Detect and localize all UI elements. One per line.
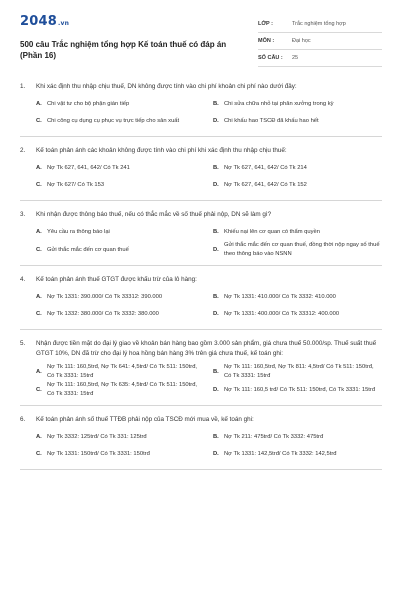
option-letter: C. bbox=[36, 451, 42, 457]
answer-option[interactable] bbox=[213, 96, 382, 113]
site-logo[interactable] bbox=[20, 14, 238, 32]
logo-tld: .vn bbox=[57, 20, 70, 27]
question-number: 3. bbox=[20, 211, 26, 218]
answer-options bbox=[20, 289, 382, 323]
answer-options bbox=[20, 96, 382, 130]
option-text: Nợ Tk 3332: 125trđ/ Có Tk 331: 125trđ bbox=[47, 434, 147, 440]
question-item bbox=[20, 415, 382, 470]
option-text: Nợ Tk 111: 160,5trđ, Nợ Tk 641: 4,5trđ/ Có Tk 511: 150trđ, Có Tk 3331: 15trđ bbox=[47, 364, 198, 379]
question-number: 2. bbox=[20, 147, 26, 154]
option-text: Nợ Tk 111: 160,5 trđ/ Có Tk 511: 150trđ, Có Tk 3331: 15trđ bbox=[224, 386, 376, 393]
question-text bbox=[20, 275, 382, 285]
option-text: Nợ Tk 211: 475trđ/ Có Tk 3332: 475trđ bbox=[224, 434, 324, 440]
answer-option[interactable] bbox=[213, 160, 382, 177]
question-list bbox=[20, 82, 382, 470]
option-letter: A. bbox=[36, 101, 42, 107]
meta-row-class bbox=[258, 16, 382, 33]
meta-info bbox=[258, 16, 382, 67]
answer-option[interactable] bbox=[213, 241, 382, 259]
logo-main: 2048 bbox=[20, 14, 57, 29]
meta-label: LỚP : bbox=[258, 21, 273, 27]
option-letter: B. bbox=[213, 229, 219, 235]
option-letter: A. bbox=[36, 229, 42, 235]
question-text bbox=[20, 146, 382, 156]
meta-row-count bbox=[258, 50, 382, 67]
question-item bbox=[20, 146, 382, 201]
option-letter: C. bbox=[36, 182, 42, 188]
option-letter: B. bbox=[213, 434, 219, 440]
option-text: Nợ Tk 111: 160,5trđ, Nợ Tk 811: 4,5trđ/ Có Tk 511: 150trđ, Có Tk 3331: 15trđ bbox=[224, 364, 374, 379]
meta-value: Đại học bbox=[292, 38, 311, 44]
question-text bbox=[20, 339, 382, 359]
answer-options bbox=[20, 160, 382, 194]
question-number: 6. bbox=[20, 416, 26, 423]
answer-option[interactable] bbox=[213, 113, 382, 130]
question-number: 1. bbox=[20, 83, 26, 90]
option-text: Chi khấu hao TSCĐ đã khấu hao hết bbox=[224, 118, 319, 124]
option-letter: B. bbox=[213, 165, 219, 171]
header-left bbox=[20, 14, 238, 61]
option-text: Nợ Tk 1331: 410.000/ Có Tk 3332: 410.000 bbox=[224, 294, 336, 300]
option-letter: C. bbox=[36, 386, 42, 393]
answer-option[interactable] bbox=[36, 381, 205, 399]
question-item bbox=[20, 210, 382, 266]
question-text bbox=[20, 210, 382, 220]
option-letter: B. bbox=[213, 294, 219, 300]
question-text bbox=[20, 415, 382, 425]
answer-option[interactable] bbox=[36, 446, 205, 463]
answer-option[interactable] bbox=[36, 224, 205, 241]
answer-option[interactable] bbox=[36, 96, 205, 113]
question-body: Khi xác định thu nhập chịu thuế, DN không được tính vào chi phí khoản chi phí nào dưới đây: bbox=[36, 83, 297, 90]
option-letter: A. bbox=[36, 294, 42, 300]
answer-option[interactable] bbox=[213, 381, 382, 399]
answer-option[interactable] bbox=[36, 177, 205, 194]
option-text: Nợ Tk 1331: 142,5trđ/ Có Tk 3332: 142,5trđ bbox=[224, 451, 337, 457]
answer-option[interactable] bbox=[213, 289, 382, 306]
answer-option[interactable] bbox=[36, 241, 205, 259]
question-body: Kế toán phản ánh thuế GTGT được khấu trừ của lô hàng: bbox=[36, 276, 197, 283]
option-text: Nợ Tk 111: 160,5trđ, Nợ Tk 635: 4,5trđ/ Có Tk 511: 150trđ, Có Tk 3331: 15trđ bbox=[47, 382, 198, 397]
option-text: Nợ Tk 1331: 400.000/ Có Tk 33312: 400.000 bbox=[224, 311, 340, 317]
meta-label: SỐ CÂU : bbox=[258, 55, 283, 61]
option-letter: D. bbox=[213, 246, 219, 253]
answer-options bbox=[20, 429, 382, 463]
option-letter: D. bbox=[213, 311, 219, 317]
option-letter: A. bbox=[36, 165, 42, 171]
question-text bbox=[20, 82, 382, 92]
option-letter: C. bbox=[36, 311, 42, 317]
answer-option[interactable] bbox=[36, 113, 205, 130]
answer-option[interactable] bbox=[36, 160, 205, 177]
question-body: Kế toán phản ánh số thuế TTĐB phải nộp của TSCĐ mới mua về, kế toán ghi: bbox=[36, 416, 254, 423]
option-letter: D. bbox=[213, 386, 219, 393]
option-letter: B. bbox=[213, 368, 219, 375]
answer-option[interactable] bbox=[36, 363, 205, 381]
option-text: Gửi thắc mắc đến cơ quan thuế bbox=[47, 246, 129, 253]
option-text: Gửi thắc mắc đến cơ quan thuế, đồng thời nộp ngay số thuế theo thông báo vào NSNN bbox=[224, 242, 380, 257]
option-letter: A. bbox=[36, 434, 42, 440]
option-text: Chi sửa chữa nhỏ tại phân xưởng trong kỳ bbox=[224, 101, 334, 107]
meta-label: MÔN : bbox=[258, 38, 275, 44]
option-text: Nợ Tk 1331: 390.000/ Có Tk 33312: 390.000 bbox=[47, 294, 163, 300]
option-letter: A. bbox=[36, 368, 42, 375]
question-body: Khi nhận được thông báo thuế, nếu có thắc mắc về số thuế phải nộp, DN sẽ làm gì? bbox=[36, 211, 272, 218]
option-text: Nợ Tk 627, 641, 642/ Có Tk 214 bbox=[224, 165, 307, 171]
option-letter: D. bbox=[213, 118, 219, 124]
option-letter: D. bbox=[213, 451, 219, 457]
meta-row-subject bbox=[258, 33, 382, 50]
answer-option[interactable] bbox=[36, 289, 205, 306]
answer-option[interactable] bbox=[36, 306, 205, 323]
option-letter: C. bbox=[36, 118, 42, 124]
option-text: Nợ Tk 1332: 380.000/ Có Tk 3332: 380.000 bbox=[47, 311, 159, 317]
option-text: Nợ Tk 627, 641, 642/ Có Tk 152 bbox=[224, 182, 307, 188]
question-body: Nhận được tiền mặt do đại lý giao về khoản bán hàng bao gồm 3.000 sản phẩm, giá chưa thuế 50.000/sp. Thuế suất thuế GTGT 10%, DN đã trừ cho đại lý hoa hồng bán hàng 3% trên giá chưa thuế, kế toán ghi: bbox=[36, 340, 377, 357]
answer-option[interactable] bbox=[213, 177, 382, 194]
question-body: Kế toán phản ánh các khoản không được tính vào chi phí khi xác định thu nhập chịu thuế: bbox=[36, 147, 287, 154]
answer-options bbox=[20, 363, 382, 399]
question-item bbox=[20, 82, 382, 137]
answer-option[interactable] bbox=[213, 306, 382, 323]
document-title: 500 câu Trắc nghiệm tổng hợp Kế toán thuế có đáp án (Phần 16) bbox=[20, 40, 227, 60]
question-item bbox=[20, 339, 382, 406]
meta-value: 25 bbox=[292, 55, 299, 61]
answer-option[interactable] bbox=[213, 446, 382, 463]
option-text: Khiếu nại lên cơ quan có thẩm quyền bbox=[224, 229, 320, 235]
option-letter: D. bbox=[213, 182, 219, 188]
answer-option[interactable] bbox=[213, 224, 382, 241]
question-number: 4. bbox=[20, 276, 26, 283]
document-header bbox=[20, 14, 382, 67]
option-text: Nợ Tk 627, 641, 642/ Có Tk 241 bbox=[47, 165, 130, 171]
option-text: Chi vật tư cho bộ phận gián tiếp bbox=[47, 101, 130, 107]
question-number: 5. bbox=[20, 340, 26, 347]
meta-value: Trắc nghiệm tổng hợp bbox=[292, 21, 346, 27]
question-item bbox=[20, 275, 382, 330]
option-letter: B. bbox=[213, 101, 219, 107]
answer-options bbox=[20, 224, 382, 259]
option-text: Yêu cầu ra thông báo lại bbox=[47, 229, 110, 235]
option-text: Nợ Tk 1331: 150trđ/ Có Tk 3331: 150trđ bbox=[47, 451, 150, 457]
answer-option[interactable] bbox=[213, 363, 382, 381]
answer-option[interactable] bbox=[213, 429, 382, 446]
option-letter: C. bbox=[36, 246, 42, 253]
answer-option[interactable] bbox=[36, 429, 205, 446]
option-text: Chi công cụ dụng cụ phục vụ trực tiếp cho sản xuất bbox=[47, 118, 180, 124]
option-text: Nợ Tk 627/ Có Tk 153 bbox=[47, 182, 105, 188]
